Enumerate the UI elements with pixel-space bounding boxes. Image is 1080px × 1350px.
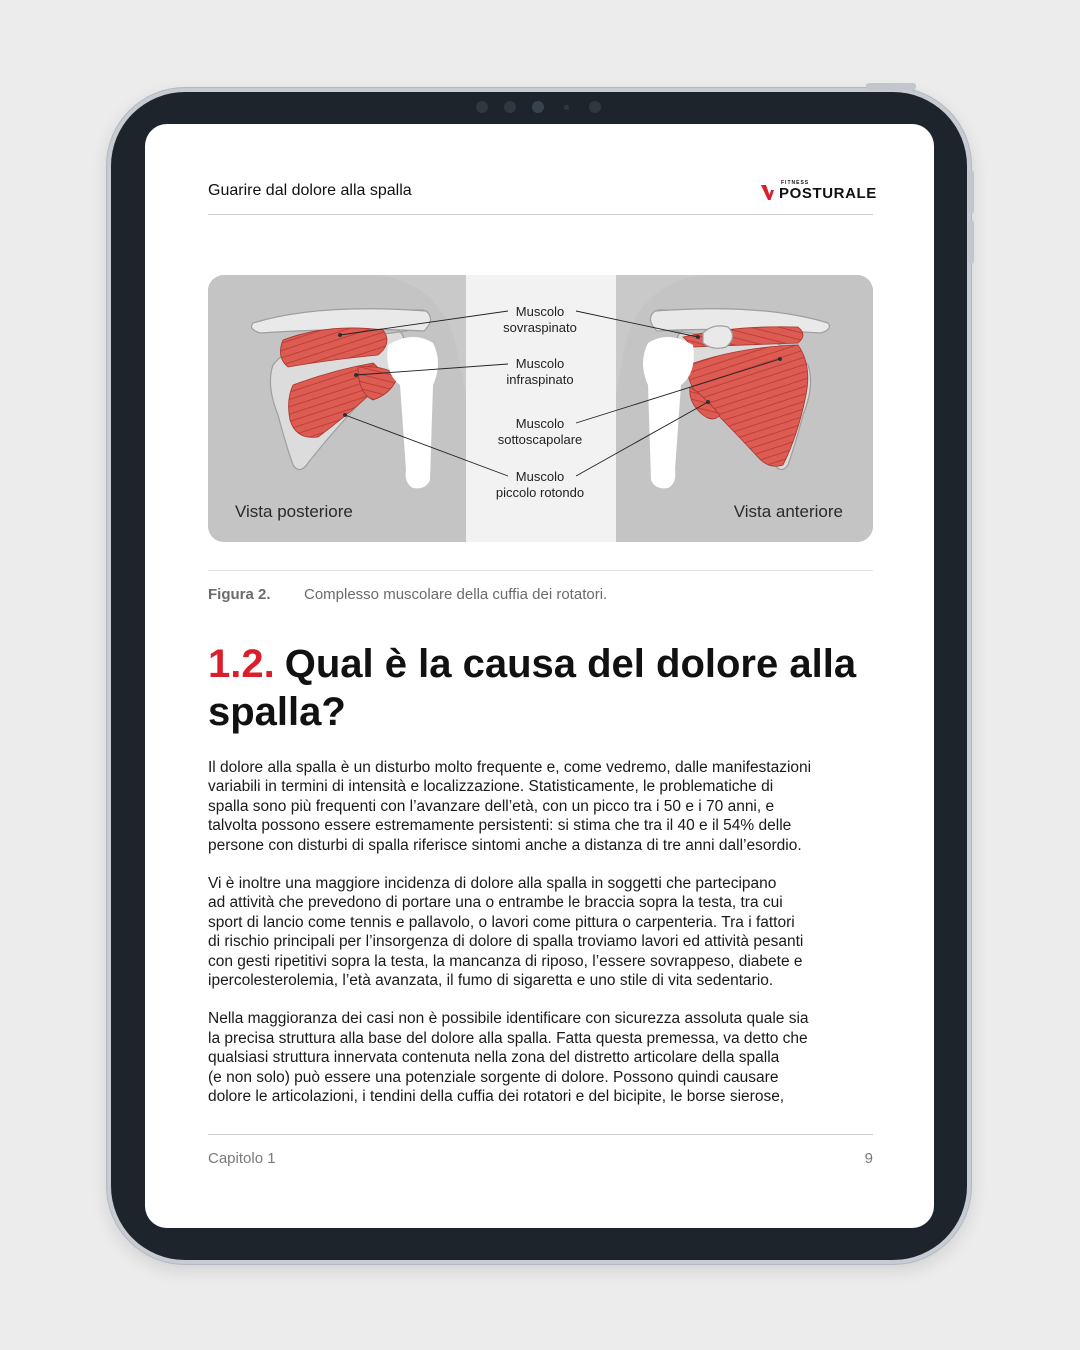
label-subscapularis: Muscolo sottoscapolare: [497, 416, 583, 447]
rotator-cuff-figure: [208, 275, 873, 542]
camera-dot-icon: [564, 105, 569, 110]
ebook-page: [145, 124, 934, 1228]
camera-lens-icon: [532, 101, 544, 113]
label-supraspinatus: Muscolo sovraspinato: [503, 304, 577, 335]
logo-wordmark: POSTURALE: [779, 185, 877, 202]
caption-label: Figura 2.: [208, 586, 271, 603]
paragraph: Vi è inoltre una maggiore incidenza di dolore alla spalla in soggetti che partecipano ad attività che prevedono di portare una o entrambe le braccia sopra la testa, tra cui sport di lancio come tennis e pallavolo, o lavori come pittura o carpenteria. Tra i fattori di rischio principali per l’insorgenza di dolore di spalla troviamo lavori ed attività pesanti con gesti ripetitivi sopra la testa, la mancanza di riposo, l’essere sovrappeso, diabete e ipercolesterolemia, l’età avanzata, il fumo di sigaretta e uno stile di vita sedentario.: [208, 875, 804, 990]
view-label-anterior: Vista anteriore: [733, 502, 843, 521]
power-button: [866, 83, 916, 90]
figure-caption: [208, 586, 607, 603]
footer-divider: [208, 1134, 873, 1135]
label-teres-minor: Muscolo piccolo rotondo: [495, 469, 585, 500]
logo-fitness-text: FITNESS: [781, 180, 810, 186]
page-header: [208, 180, 877, 215]
camera-sensor-icon: [476, 101, 488, 113]
page-number: 9: [864, 1150, 873, 1167]
view-label-posterior: Vista posteriore: [235, 502, 353, 521]
posturale-logo: [761, 180, 877, 203]
caption-divider: [208, 570, 873, 571]
paragraph: Nella maggioranza dei casi non è possibile identificare con sicurezza assoluta quale sia la precisa struttura alla base del dolore alla spalla. Fatta questa premessa, va detto che qualsiasi struttura innervata contenuta nella zona del distretto articolare della spalla (e non solo) può essere una potenziale sorgente di dolore. Possono quindi causare dolore le articolazioni, i tendini della cuffia dei rotatori e del bicipite, le borse sierose,: [208, 1010, 809, 1106]
section-number: 1.2.: [208, 642, 275, 686]
section-title: Qual è la causa del dolore alla spalla?: [208, 642, 857, 734]
paragraph: Il dolore alla spalla è un disturbo molto frequente e, come vedremo, dalle manifestazioni variabili in termini di intensità e localizzazione. Statisticamente, le problematiche di spalla sono più frequenti con l’avanzare dell’età, con un picco tra i 50 e i 70 anni, e talvolta possono essere estremamente persistenti: si stima che tra il 40 e il 54% delle persone con disturbi di spalla riferisce sintomi anche a distanza di tre anni dall’esordio.: [208, 759, 812, 854]
caption-text: Complesso muscolare della cuffia dei rotatori.: [304, 586, 608, 603]
book-title: Guarire dal dolore alla spalla: [208, 182, 412, 199]
volume-down-button: [968, 220, 974, 264]
camera-sensor-icon: [504, 101, 516, 113]
camera-sensor-icon: [589, 101, 601, 113]
body-text: [208, 758, 878, 1126]
label-infraspinatus: Muscolo infraspinato: [506, 356, 574, 387]
volume-up-button: [968, 170, 974, 214]
section-heading: [208, 640, 873, 736]
logo-v-icon: [761, 183, 777, 201]
chapter-label: Capitolo 1: [208, 1150, 276, 1167]
header-divider: [208, 214, 873, 215]
